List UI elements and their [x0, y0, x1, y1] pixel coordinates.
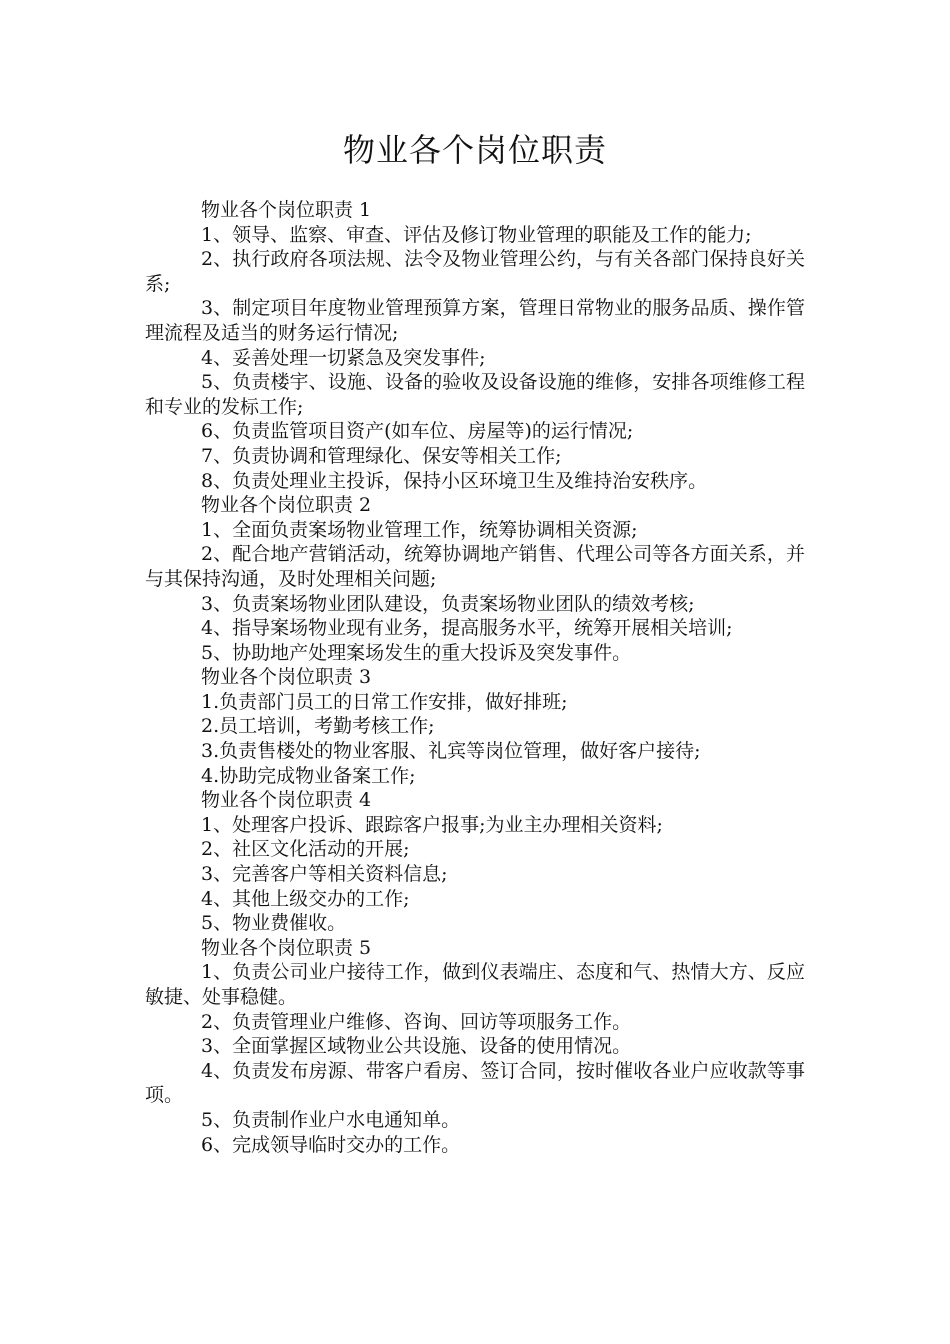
paragraph: 4、妥善处理一切紧急及突发事件; [201, 346, 486, 369]
paragraph: 2、执行政府各项法规、法令及物业管理公约，与有关各部门保持良好关系; [145, 248, 805, 295]
paragraph: 4、其他上级交办的工作; [201, 887, 410, 910]
paragraph: 1、全面负责案场物业管理工作，统筹协调相关资源; [201, 518, 638, 541]
paragraph: 5、负责楼宇、设施、设备的验收及设备设施的维修，安排各项维修工程和专业的发标工作; [145, 371, 805, 418]
paragraph: 2、负责管理业户维修、咨询、回访等项服务工作。 [201, 1010, 632, 1033]
paragraph: 3、完善客户等相关资料信息; [201, 863, 448, 886]
paragraph: 2、配合地产营销活动，统筹协调地产销售、代理公司等各方面关系，并与其保持沟通，及时处理相关问题; [145, 543, 805, 590]
paragraph: 1.负责部门员工的日常工作安排，做好排班; [201, 690, 568, 713]
paragraph: 4、指导案场物业现有业务，提高服务水平，统筹开展相关培训; [201, 617, 733, 640]
paragraph: 物业各个岗位职责 2 [201, 494, 372, 517]
paragraph: 6、完成领导临时交办的工作。 [201, 1133, 461, 1156]
paragraph: 3、负责案场物业团队建设，负责案场物业团队的绩效考核; [201, 592, 695, 615]
paragraph: 2.员工培训，考勤考核工作; [201, 715, 435, 738]
paragraph: 8、负责处理业主投诉，保持小区环境卫生及维持治安秩序。 [201, 469, 708, 492]
paragraph: 3、制定项目年度物业管理预算方案，管理日常物业的服务品质、操作管理流程及适当的财务运行情况; [145, 297, 805, 344]
paragraph: 7、负责协调和管理绿化、保安等相关工作; [201, 444, 562, 467]
document-body [145, 198, 805, 1157]
paragraph: 物业各个岗位职责 1 [201, 199, 372, 221]
paragraph: 3、全面掌握区域物业公共设施、设备的使用情况。 [201, 1035, 632, 1058]
paragraph: 6、负责监管项目资产(如车位、房屋等)的运行情况; [201, 420, 634, 443]
paragraph: 1、处理客户投诉、跟踪客户报事;为业主办理相关资料; [201, 813, 663, 836]
paragraph: 物业各个岗位职责 5 [201, 936, 372, 959]
paragraph: 1、负责公司业户接待工作，做到仪表端庄、态度和气、热情大方、反应敏捷、处事稳健。 [145, 961, 805, 1008]
paragraph: 2、社区文化活动的开展; [201, 838, 410, 861]
paragraph: 4、负责发布房源、带客户看房、签订合同，按时催收各业户应收款等事项。 [145, 1059, 805, 1107]
document-title: 物业各个岗位职责 [342, 131, 607, 169]
paragraph: 物业各个岗位职责 3 [201, 666, 372, 689]
paragraph: 5、协助地产处理案场发生的重大投诉及突发事件。 [201, 641, 632, 664]
paragraph: 5、物业费催收。 [201, 912, 347, 935]
paragraph: 5、负责制作业户水电通知单。 [201, 1108, 461, 1131]
paragraph: 1、领导、监察、审查、评估及修订物业管理的职能及工作的能力; [201, 223, 752, 246]
paragraph: 4.协助完成物业备案工作; [201, 764, 416, 787]
paragraph: 物业各个岗位职责 4 [201, 789, 372, 812]
paragraph: 3.负责售楼处的物业客服、礼宾等岗位管理，做好客户接待; [201, 740, 701, 763]
